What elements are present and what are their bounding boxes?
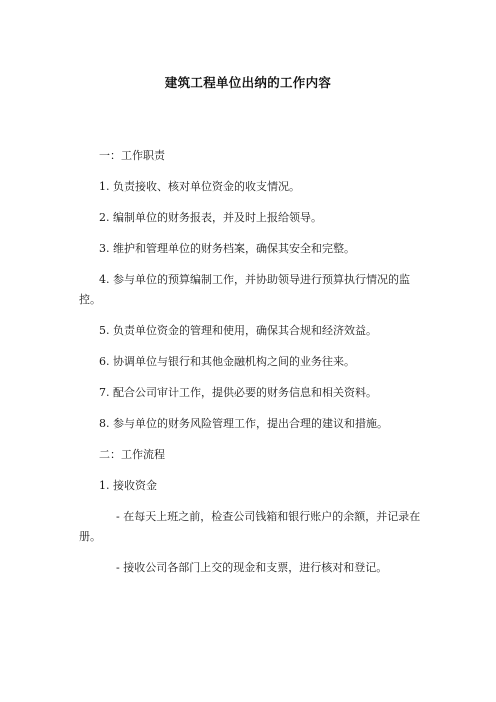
- section-heading-process: 二：工作流程: [99, 448, 165, 461]
- process-step-1-item-2: - 接收公司各部门上交的现金和支票，进行核对和登记。: [116, 561, 388, 574]
- duty-item-2: 2. 编制单位的财务报表，并及时上报给领导。: [99, 211, 322, 224]
- process-step-1-item-1: - 在每天上班之前，检查公司钱箱和银行账户的余额，并记录在册。: [79, 510, 421, 543]
- duty-item-4: 4. 参与单位的预算编制工作，并协助领导进行预算执行情况的监控。: [79, 273, 410, 306]
- section-heading-duties: 一：工作职责: [99, 149, 165, 162]
- process-step-1: 1. 接收资金: [99, 479, 157, 492]
- duty-item-6: 6. 协调单位与银行和其他金融机构之间的业务往来。: [99, 355, 355, 368]
- duty-item-1: 1. 负责接收、核对单位资金的收支情况。: [99, 180, 300, 193]
- duty-item-7: 7. 配合公司审计工作，提供必要的财务信息和相关资料。: [99, 386, 377, 399]
- document-body: [79, 146, 422, 589]
- duty-item-3: 3. 维护和管理单位的财务档案，确保其安全和完整。: [99, 242, 355, 255]
- duty-item-5: 5. 负责单位资金的管理和使用，确保其合规和经济效益。: [99, 324, 377, 337]
- duty-item-8: 8. 参与单位的财务风险管理工作，提出合理的建议和措施。: [99, 417, 388, 430]
- document-title: 建筑工程单位出纳的工作内容: [164, 75, 332, 90]
